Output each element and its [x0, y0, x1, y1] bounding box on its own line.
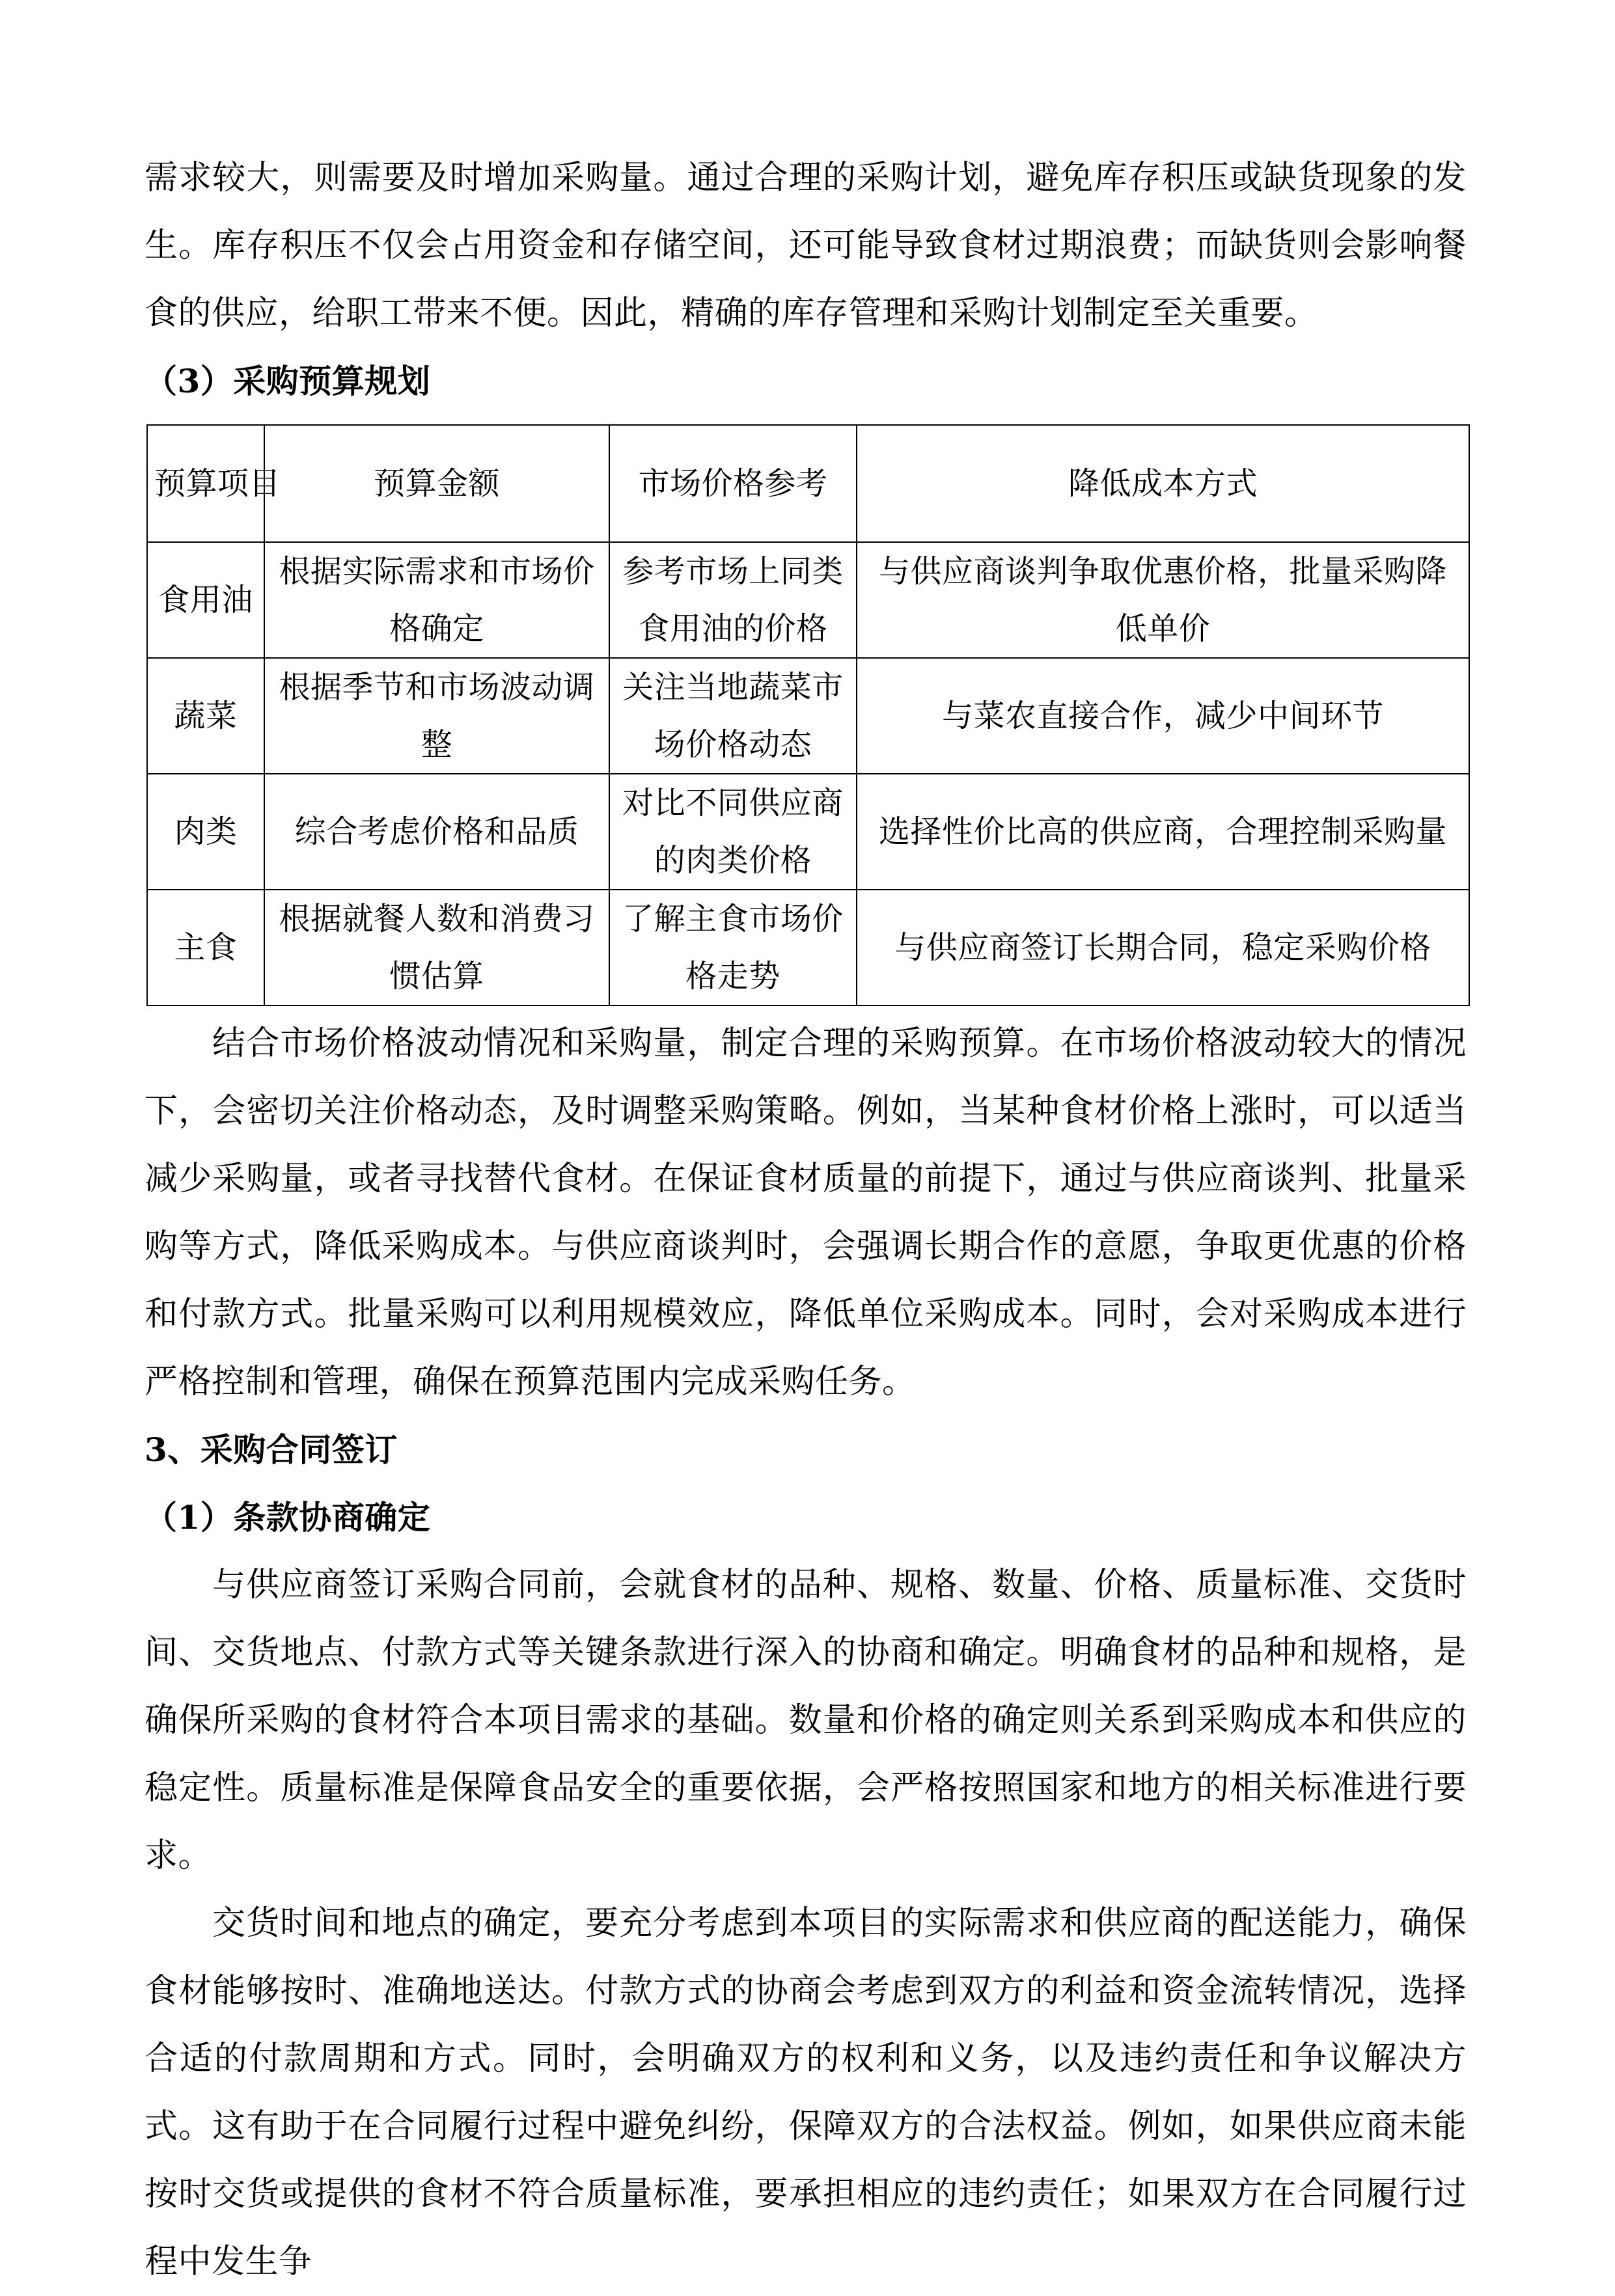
- table-header-cell-market-reference: 市场价格参考: [609, 425, 857, 542]
- table-row: [147, 774, 1469, 890]
- table-cell-market-reference: 关注当地蔬菜市场价格动态: [609, 658, 857, 774]
- table-header-cell-cost-reduction: 降低成本方式: [857, 425, 1469, 542]
- table-cell-item: 肉类: [147, 774, 264, 890]
- table-header-cell-amount: 预算金额: [264, 425, 609, 542]
- table-cell-cost-reduction: 与菜农直接合作，减少中间环节: [857, 658, 1469, 774]
- heading-terms-negotiation: （1）条款协商确定: [145, 1498, 431, 1537]
- table-cell-item: 主食: [147, 890, 264, 1005]
- page-content: [145, 144, 1467, 2296]
- paragraph-contract-terms-2: 交货时间和地点的确定，要充分考虑到本项目的实际需求和供应商的配送能力，确保食材能够按时、准确地送达。付款方式的协商会考虑到双方的利益和资金流转情况，选择合适的付款周期和方式。同时，会明确双方的权利和义务，以及违约责任和争议解决方式。这有助于在合同履行过程中避免纠纷，保障双方的合法权益。例如，如果供应商未能按时交货或提供的食材不符合质量标准，要承担相应的违约责任；如果双方在合同履行过程中发生争: [145, 1904, 1467, 2281]
- table-row: [147, 890, 1469, 1005]
- table-cell-amount: 综合考虑价格和品质: [264, 774, 609, 890]
- table-cell-item: 蔬菜: [147, 658, 264, 774]
- paragraph-inventory-purchasing: 需求较大，则需要及时增加采购量。通过合理的采购计划，避免库存积压或缺货现象的发生。库存积压不仅会占用资金和存储空间，还可能导致食材过期浪费；而缺货则会影响餐食的供应，给职工带来不便。因此，精确的库存管理和采购计划制定至关重要。: [145, 159, 1467, 333]
- paragraph-budget-summary: 结合市场价格波动情况和采购量，制定合理的采购预算。在市场价格波动较大的情况下，会密切关注价格动态，及时调整采购策略。例如，当某种食材价格上涨时，可以适当减少采购量，或者寻找替代食材。在保证食材质量的前提下，通过与供应商谈判、批量采购等方式，降低采购成本。与供应商谈判时，会强调长期合作的意愿，争取更优惠的价格和付款方式。批量采购可以利用规模效应，降低单位采购成本。同时，会对采购成本进行严格控制和管理，确保在预算范围内完成采购任务。: [145, 1024, 1467, 1401]
- table-cell-item: 食用油: [147, 542, 264, 658]
- table-cell-amount: 根据就餐人数和消费习惯估算: [264, 890, 609, 1005]
- table-cell-amount: 根据实际需求和市场价格确定: [264, 542, 609, 658]
- table-row: [147, 658, 1469, 774]
- heading-contract-signing: 3、采购合同签订: [145, 1430, 398, 1469]
- table-cell-market-reference: 对比不同供应商的肉类价格: [609, 774, 857, 890]
- table-cell-market-reference: 参考市场上同类食用油的价格: [609, 542, 857, 658]
- paragraph-contract-terms-1: 与供应商签订采购合同前，会就食材的品种、规格、数量、价格、质量标准、交货时间、交货地点、付款方式等关键条款进行深入的协商和确定。明确食材的品种和规格，是确保所采购的食材符合本项目需求的基础。数量和价格的确定则关系到采购成本和供应的稳定性。质量标准是保障食品安全的重要依据，会严格按照国家和地方的相关标准进行要求。: [145, 1566, 1467, 1875]
- heading-budget-planning: （3）采购预算规划: [145, 362, 431, 400]
- table-header-row: [147, 425, 1469, 542]
- table-cell-cost-reduction: 与供应商签订长期合同，稳定采购价格: [857, 890, 1469, 1005]
- table-cell-amount: 根据季节和市场波动调整: [264, 658, 609, 774]
- table-cell-cost-reduction: 与供应商谈判争取优惠价格，批量采购降低单价: [857, 542, 1469, 658]
- table-cell-market-reference: 了解主食市场价格走势: [609, 890, 857, 1005]
- table-row: [147, 542, 1469, 658]
- table-cell-cost-reduction: 选择性价比高的供应商，合理控制采购量: [857, 774, 1469, 890]
- budget-planning-table: [146, 424, 1470, 1006]
- table-header-cell-item: 预算项目: [147, 425, 264, 542]
